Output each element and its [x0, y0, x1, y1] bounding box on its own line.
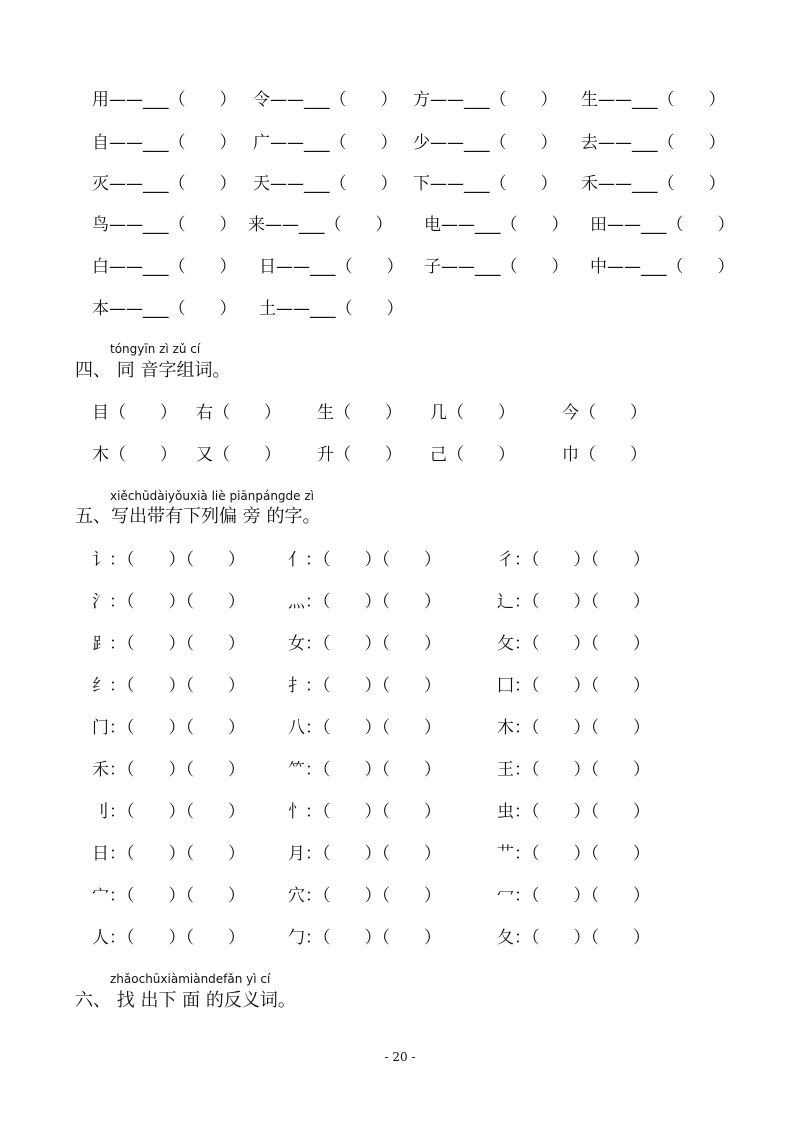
exercise-item: 田——___（ ）	[590, 215, 735, 235]
exercise-item: 囗：（ ）（ ）	[497, 676, 650, 696]
section4-pinyin: tóngyīn zì zǔ cí	[110, 342, 201, 356]
exercise-item: 目（ ）	[92, 403, 177, 423]
exercise-item: 冖：（ ）（ ）	[497, 886, 650, 906]
section6-pinyin: zhǎochūxiàmiàndefǎn yì cí	[110, 972, 271, 986]
exercise-item: 白——___（ ）	[92, 257, 237, 277]
exercise-item: 人：（ ）（ ）	[92, 928, 245, 948]
exercise-item: 电——___（ ）	[424, 215, 569, 235]
exercise-item: 亻：（ ）（ ）	[288, 550, 441, 570]
exercise-item: 下——___（ ）	[413, 174, 558, 194]
exercise-item: 今（ ）	[562, 403, 647, 423]
exercise-item: 禾：（ ）（ ）	[92, 760, 245, 780]
exercise-item: 子——___（ ）	[424, 257, 569, 277]
exercise-item: 女：（ ）（ ）	[288, 634, 441, 654]
exercise-item: 穴：（ ）（ ）	[288, 886, 441, 906]
exercise-item: 己（ ）	[430, 445, 515, 465]
exercise-item: 本——___（ ）	[92, 299, 237, 319]
section5-title: 五、写出带有下列偏 旁 的字。	[75, 506, 321, 527]
exercise-item: ⺮：（ ）（ ）	[288, 760, 441, 780]
exercise-item: 灭——___（ ）	[92, 174, 237, 194]
exercise-item: 鸟——___（ ）	[92, 215, 237, 235]
exercise-item: 木（ ）	[92, 445, 177, 465]
exercise-item: ⻊：（ ）（ ）	[92, 634, 245, 654]
exercise-item: 辶：（ ）（ ）	[497, 592, 650, 612]
exercise-item: 生——___（ ）	[581, 90, 726, 110]
exercise-item: 彳：（ ）（ ）	[497, 550, 650, 570]
exercise-item: 升（ ）	[317, 445, 402, 465]
exercise-item: 去——___（ ）	[581, 133, 726, 153]
exercise-item: 艹：（ ）（ ）	[497, 844, 650, 864]
exercise-item: 忄：（ ）（ ）	[288, 802, 441, 822]
exercise-item: 纟：（ ）（ ）	[92, 676, 245, 696]
page-number: - 20 -	[384, 1050, 416, 1064]
exercise-item: 夂：（ ）（ ）	[497, 928, 650, 948]
exercise-item: 攵：（ ）（ ）	[497, 634, 650, 654]
exercise-item: 又（ ）	[196, 445, 281, 465]
section5-pinyin: xiěchūdàiyǒuxià liè piānpángde zì	[110, 489, 314, 503]
exercise-item: 广——___（ ）	[253, 133, 398, 153]
exercise-item: 八：（ ）（ ）	[288, 718, 441, 738]
exercise-item: 自——___（ ）	[92, 133, 237, 153]
exercise-item: 门：（ ）（ ）	[92, 718, 245, 738]
exercise-item: 生（ ）	[317, 403, 402, 423]
exercise-item: 宀：（ ）（ ）	[92, 886, 245, 906]
exercise-item: 王：（ ）（ ）	[497, 760, 650, 780]
exercise-item: 中——___（ ）	[590, 257, 735, 277]
exercise-item: 氵：（ ）（ ）	[92, 592, 245, 612]
exercise-item: 刂：（ ）（ ）	[92, 802, 245, 822]
exercise-item: 方——___（ ）	[413, 90, 558, 110]
exercise-item: 木：（ ）（ ）	[497, 718, 650, 738]
exercise-item: 禾——___（ ）	[581, 174, 726, 194]
exercise-item: 日：（ ）（ ）	[92, 844, 245, 864]
section6-title: 六、 找 出下 面 的反义词。	[75, 990, 296, 1011]
section4-title: 四、 同 音字组词。	[75, 360, 231, 381]
exercise-item: 右（ ）	[196, 403, 281, 423]
exercise-item: 土——___（ ）	[259, 299, 404, 319]
exercise-item: 来——___（ ）	[248, 215, 393, 235]
exercise-item: 日——___（ ）	[259, 257, 404, 277]
exercise-item: 月：（ ）（ ）	[288, 844, 441, 864]
exercise-item: 巾（ ）	[562, 445, 647, 465]
exercise-item: 天——___（ ）	[253, 174, 398, 194]
exercise-item: 勹：（ ）（ ）	[288, 928, 441, 948]
exercise-item: 讠：（ ）（ ）	[92, 550, 245, 570]
exercise-item: 灬：（ ）（ ）	[288, 592, 441, 612]
exercise-item: 虫：（ ）（ ）	[497, 802, 650, 822]
exercise-item: 少——___（ ）	[413, 133, 558, 153]
exercise-item: 令——___（ ）	[253, 90, 398, 110]
exercise-item: 用——___（ ）	[92, 90, 237, 110]
exercise-item: 几（ ）	[430, 403, 515, 423]
exercise-item: 扌：（ ）（ ）	[288, 676, 441, 696]
